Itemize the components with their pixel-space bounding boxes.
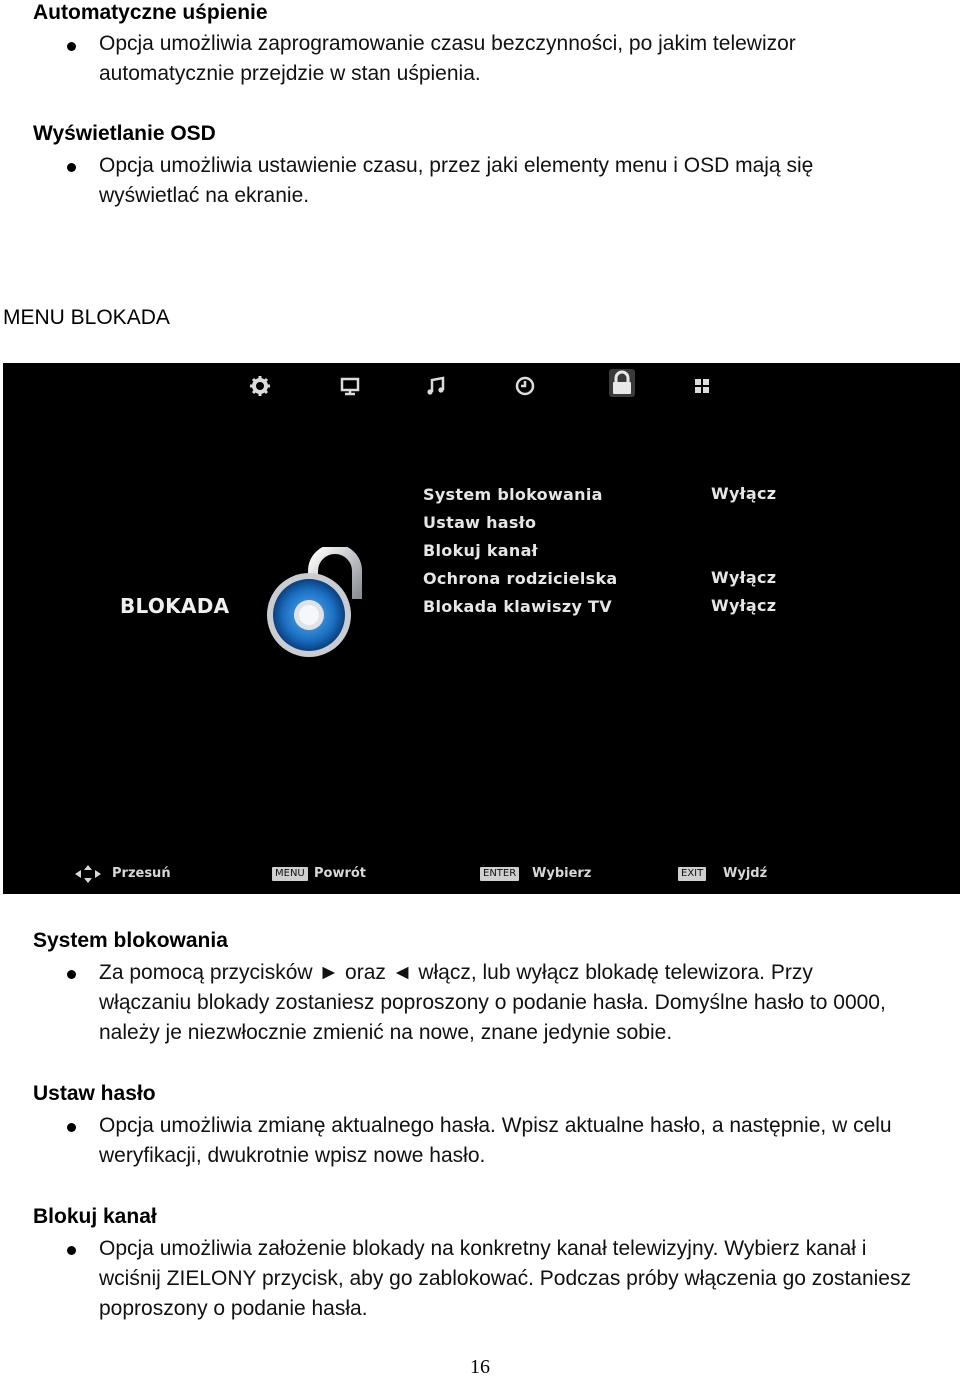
text-line: wyświetlać na ekranie.: [99, 184, 310, 207]
bullet-icon: [67, 163, 76, 172]
bullet-icon: [67, 1123, 76, 1132]
menu-key-badge: MENU: [272, 867, 308, 881]
paragraph-set-password: [99, 1111, 892, 1171]
padlock-icon: [261, 547, 371, 663]
paragraph-system-lock: [99, 958, 886, 1048]
footer-move-label: Przesuń: [112, 866, 171, 881]
paragraph-block-channel: [99, 1234, 911, 1324]
heading-block-channel: Blokuj kanał: [33, 1205, 157, 1228]
menu-caption: MENU BLOKADA: [3, 306, 170, 329]
text-line: poproszony o podanie hasła.: [99, 1297, 368, 1320]
tv-menu-item-set-password[interactable]: Ustaw hasło: [423, 513, 537, 532]
text-line: włączaniu blokady zostaniesz poproszony o podanie hasła. Domyślne hasło to 0000,: [99, 991, 886, 1014]
music-note-icon: [423, 373, 449, 399]
heading-system-lock: System blokowania: [33, 929, 228, 952]
footer-exit-label: Wyjdź: [723, 866, 768, 881]
tv-menu-value-system-lock: Wyłącz: [711, 484, 777, 503]
text-line: Opcja umożliwia zaprogramowanie czasu bezczynności, po jakim telewizor: [99, 32, 796, 55]
page-number: 16: [470, 1356, 490, 1378]
tv-menu-item-key-lock[interactable]: Blokada klawiszy TV: [423, 597, 612, 616]
heading-auto-sleep: Automatyczne uśpienie: [33, 1, 268, 24]
tv-menu-title: BLOKADA: [120, 594, 230, 618]
gear-icon: [247, 373, 273, 399]
text-line: Za pomocą przycisków ► oraz ◄ włącz, lub wyłącz blokadę telewizora. Przy: [99, 961, 813, 984]
monitor-icon: [337, 373, 363, 399]
tv-menu-value-parental-control: Wyłącz: [711, 568, 777, 587]
footer-select-label: Wybierz: [532, 866, 592, 881]
tv-menu-item-block-channel[interactable]: Blokuj kanał: [423, 541, 538, 560]
lock-icon: [606, 367, 638, 399]
tv-menu-value-key-lock: Wyłącz: [711, 596, 777, 615]
text-line: Opcja umożliwia zmianę aktualnego hasła. Wpisz aktualne hasło, a następnie, w celu: [99, 1114, 892, 1137]
text-line: weryfikacji, dwukrotnie wpisz nowe hasło.: [99, 1144, 486, 1167]
exit-key-badge: EXIT: [678, 867, 706, 881]
heading-osd-display: Wyświetlanie OSD: [33, 122, 216, 145]
arrows-icon: [73, 864, 103, 884]
tv-menu-screenshot: [3, 363, 960, 894]
text-line: Opcja umożliwia ustawienie czasu, przez jaki elementy menu i OSD mają się: [99, 154, 814, 177]
bullet-icon: [67, 1246, 76, 1255]
text-line: Opcja umożliwia założenie blokady na konkretny kanał telewizyjny. Wybierz kanał i: [99, 1237, 867, 1260]
paragraph-osd-display: [99, 151, 813, 211]
grid-icon: [689, 373, 715, 399]
paragraph-auto-sleep: [99, 29, 796, 89]
clock-icon: [512, 373, 538, 399]
tv-menu-item-parental-control[interactable]: Ochrona rodzicielska: [423, 569, 618, 588]
footer-back-label: Powrót: [314, 866, 367, 881]
tv-menu-item-system-lock[interactable]: System blokowania: [423, 485, 603, 504]
text-line: automatycznie przejdzie w stan uśpienia.: [99, 62, 481, 85]
enter-key-badge: ENTER: [480, 867, 519, 881]
heading-set-password: Ustaw hasło: [33, 1082, 156, 1105]
bullet-icon: [67, 970, 76, 979]
text-line: wciśnij ZIELONY przycisk, aby go zablokować. Podczas próby włączenia go zostaniesz: [99, 1267, 911, 1290]
bullet-icon: [67, 42, 76, 51]
text-line: należy je niezwłocznie zmienić na nowe, znane jedynie sobie.: [99, 1021, 673, 1044]
